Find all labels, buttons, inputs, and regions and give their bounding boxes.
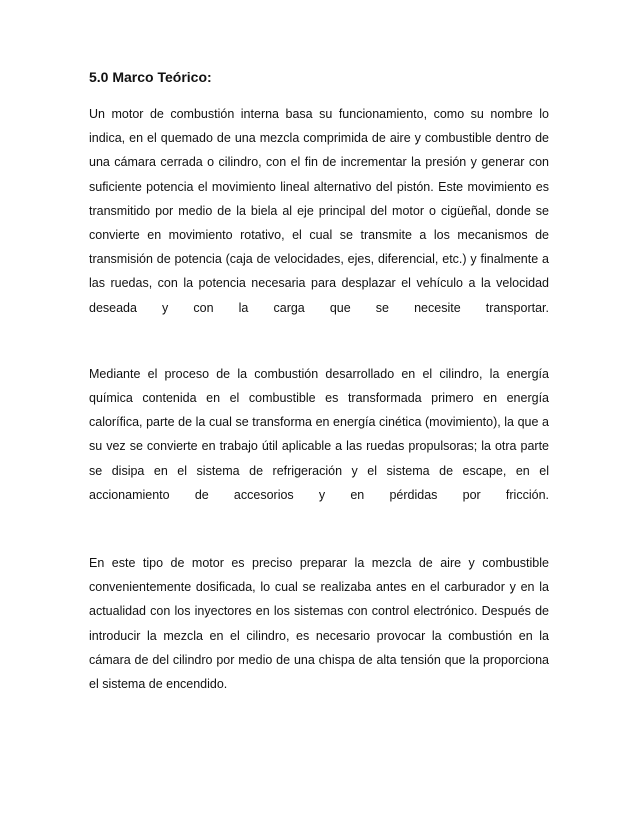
document-body <box>89 68 549 696</box>
paragraph-energy-transformation: Mediante el proceso de la combustión desarrollado en el cilindro, la energía química contenida en el combustible es transformada primero en energía calorífica, parte de la cual se transforma en energía cinética (movimiento), la que a su vez se convierte en trabajo útil aplicable a las ruedas propulsoras; la otra parte se disipa en el sistema de refrigeración y el sistema de escape, en el accionamiento de accesorios y en pérdidas por fricción. <box>89 366 549 502</box>
paragraph-combustion-engine: Un motor de combustión interna basa su funcionamiento, como su nombre lo indica, en el quemado de una mezcla comprimida de aire y combustible dentro de una cámara cerrada o cilindro, con el fin de incrementar la presión y generar con suficiente potencia el movimiento lineal alternativo del pistón. Este movimiento es transmitido por medio de la biela al eje principal del motor o cigüeñal, donde se convierte en movimiento rotativo, el cual se transmite a los mecanismos de transmisión de potencia (caja de velocidades, ejes, diferencial, etc.) y finalmente a las ruedas, con la potencia necesaria para desplazar el vehículo a la velocidad deseada y con la carga que se necesite transportar. <box>89 107 549 315</box>
paragraph-mixture-preparation: En este tipo de motor es preciso preparar la mezcla de aire y combustible convenientemente dosificada, lo cual se realizaba antes en el carburador y en la actualidad con los inyectores en los sistemas con control electrónico. Después de introducir la mezcla en el cilindro, es necesario provocar la combustión en la cámara de del cilindro por medio de una chispa de alta tensión que la proporciona el sistema de encendido. <box>89 556 549 692</box>
section-heading: 5.0 Marco Teórico: <box>89 69 212 85</box>
